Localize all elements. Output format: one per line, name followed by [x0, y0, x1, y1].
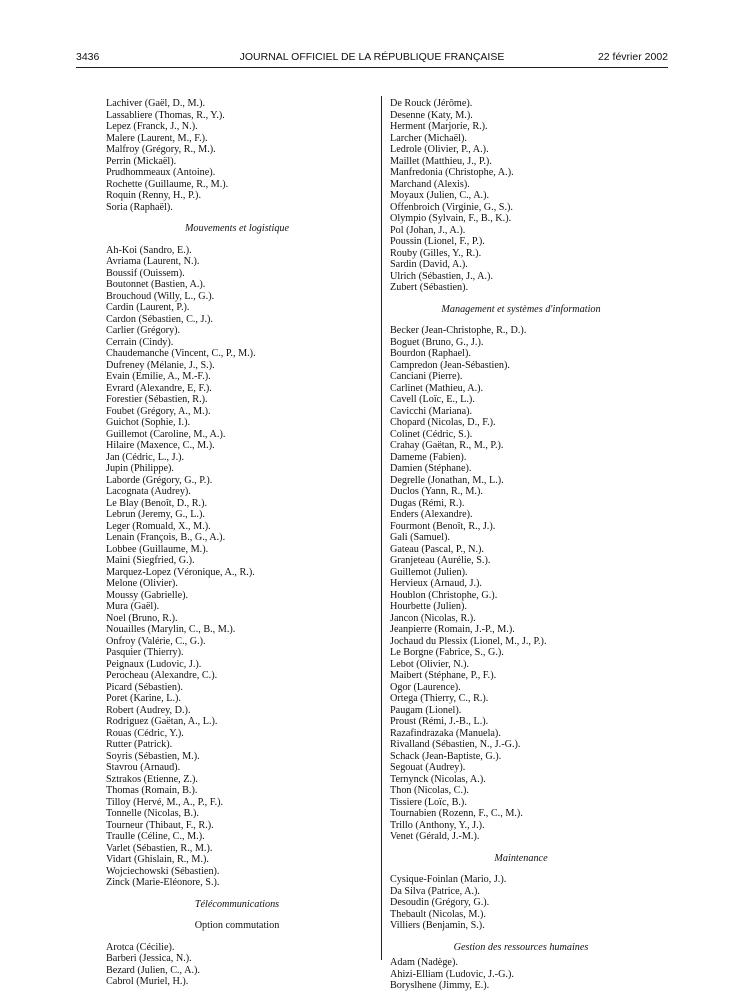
- list-item: Olympio (Sylvain, F., B., K.).: [390, 213, 512, 224]
- list-item: Schack (Jean-Baptiste, G.).: [390, 750, 502, 762]
- list-item: Barberi (Jessica, N.).: [106, 953, 192, 964]
- list-item: Bezard (Julien, C., A.).: [106, 964, 200, 976]
- list-item: Zubert (Sébastien).: [390, 282, 469, 293]
- list-item: Soyris (Sébastien, M.).: [106, 750, 200, 762]
- list-item: Perocheau (Alexandre, C.).: [106, 670, 218, 681]
- list-item: Mura (Gaël).: [106, 601, 160, 612]
- list-item: Offenbroich (Virginie, G., S.).: [390, 201, 513, 213]
- list-item: Rivalland (Sébastien, N., J.-G.).: [390, 739, 521, 750]
- list-item: Poussin (Lionel, F., P.).: [390, 236, 485, 247]
- list-item: Razafindrazaka (Manuela).: [390, 727, 501, 739]
- list-item: Avriama (Laurent, N.).: [106, 256, 200, 267]
- list-item: Cavicchi (Mariana).: [390, 405, 473, 417]
- list-item: Noel (Bruno, R.).: [106, 612, 178, 624]
- name-list: [106, 942, 368, 988]
- list-item: Stavrou (Arnaud).: [106, 762, 181, 773]
- list-item: Thomas (Romain, B.).: [106, 785, 198, 796]
- list-item: Gateau (Pascal, P., N.).: [390, 543, 484, 555]
- list-item: Tourneur (Thibaut, F., R.).: [106, 819, 214, 831]
- list-item: Trillo (Anthony, Y., J.).: [390, 819, 485, 831]
- publication-date: 22 février 2002: [597, 51, 668, 63]
- list-item: Onfroy (Valérie, C., G.).: [106, 635, 206, 647]
- list-item: Rouas (Cédric, Y.).: [106, 727, 184, 739]
- list-item: Marchand (Alexis).: [390, 178, 470, 190]
- list-item: Peignaux (Ludovic, J.).: [106, 658, 202, 670]
- list-item: Le Borgne (Fabrice, S., G.).: [390, 647, 504, 658]
- list-item: Roquin (Renny, H., P.).: [106, 190, 201, 201]
- list-item: Campredon (Jean-Sébastien).: [390, 359, 510, 371]
- list-item: Cerrain (Cindy).: [106, 336, 174, 348]
- list-item: Cardin (Laurent, P.).: [106, 302, 190, 313]
- list-item: Nouailles (Marylin, C., B., M.).: [106, 624, 236, 635]
- list-item: Enders (Alexandre).: [390, 509, 473, 520]
- list-item: Fourmont (Benoît, R., J.).: [390, 520, 496, 532]
- list-item: Hilaire (Maxence, C., M.).: [106, 440, 215, 451]
- list-item: Ledrole (Olivier, P., A.).: [390, 144, 489, 155]
- name-list: [390, 98, 652, 294]
- list-item: Picard (Sébastien).: [106, 681, 183, 693]
- right-column: [390, 98, 652, 992]
- list-item: De Rouck (Jérôme).: [390, 98, 473, 109]
- list-item: Hourbette (Julien).: [390, 601, 467, 612]
- list-item: Houblon (Christophe, G.).: [390, 589, 498, 601]
- list-item: Desenne (Katy, M.).: [390, 109, 473, 121]
- list-item: Foubet (Grégory, A., M.).: [106, 405, 211, 417]
- list-item: Ternynck (Nicolas, A.).: [390, 773, 486, 785]
- list-item: Poret (Karine, L.).: [106, 693, 181, 704]
- list-item: Leger (Romuald, X., M.).: [106, 520, 211, 532]
- list-item: Boutonnet (Bastien, A.).: [106, 279, 206, 290]
- list-item: Colinet (Cédric, S.).: [390, 428, 473, 440]
- list-item: Dufreney (Mélanie, J., S.).: [106, 359, 215, 371]
- list-item: Lassabliere (Thomas, R., Y.).: [106, 109, 225, 121]
- list-item: Prudhommeaux (Antoine).: [106, 167, 216, 178]
- list-item: Lepez (Franck, J., N.).: [106, 121, 198, 132]
- list-item: Gali (Samuel).: [390, 532, 450, 543]
- list-item: Lacognata (Audrey).: [106, 486, 191, 497]
- list-item: Cysique-Foinlan (Mario, J.).: [390, 874, 507, 885]
- list-item: Segouat (Audrey).: [390, 762, 466, 773]
- list-item: Laborde (Grégory, G., P.).: [106, 474, 213, 486]
- list-item: Proust (Rémi, J.-B., L.).: [390, 716, 489, 727]
- list-item: Hervieux (Arnaud, J.).: [390, 578, 482, 589]
- list-item: Rouby (Gilles, Y., R.).: [390, 247, 482, 259]
- list-item: Rochette (Guillaume, R., M.).: [106, 178, 229, 190]
- list-item: Forestier (Sébastien, R.).: [106, 394, 208, 405]
- list-item: Lachiver (Gaël, D., M.).: [106, 98, 206, 109]
- section-title: Management et systèmes d'information: [441, 303, 601, 315]
- name-list: [106, 245, 368, 889]
- list-item: Le Blay (Benoît, D., R.).: [106, 497, 208, 509]
- list-item: Carlier (Grégory).: [106, 325, 181, 336]
- journal-title: JOURNAL OFFICIEL DE LA RÉPUBLIQUE FRANÇAISE: [239, 51, 505, 63]
- page-number: 3436: [76, 51, 100, 63]
- name-list: [390, 874, 652, 932]
- list-item: Malere (Laurent, M., F.).: [106, 132, 208, 144]
- list-item: Moyaux (Julien, C., A.).: [390, 190, 490, 201]
- section-subtitle: Option commutation: [194, 920, 280, 931]
- list-item: Maibert (Stéphane, P., F.).: [390, 670, 497, 681]
- list-item: Adam (Nadège).: [390, 957, 458, 968]
- list-item: Jeanpierre (Romain, J.-P., M.).: [390, 624, 515, 635]
- list-item: Thebault (Nicolas, M.).: [390, 908, 486, 920]
- list-item: Lebrun (Jeremy, G., L.).: [106, 509, 205, 520]
- list-item: Damien (Stéphane).: [390, 463, 472, 474]
- list-item: Dameme (Fabien).: [390, 451, 467, 463]
- list-item: Moussy (Gabrielle).: [106, 589, 189, 601]
- list-item: Desoudin (Grégory, G.).: [390, 897, 490, 908]
- list-item: Guillemot (Julien).: [390, 566, 468, 578]
- list-item: Chaudemanche (Vincent, C., P., M.).: [106, 348, 256, 359]
- list-item: Evain (Emilie, A., M.-F.).: [106, 371, 211, 382]
- list-item: Boryslhene (Jimmy, E.).: [390, 980, 490, 991]
- list-item: Zinck (Marie-Eléonore, S.).: [106, 877, 220, 888]
- list-item: Dugas (Rémi, R.).: [390, 497, 465, 509]
- list-item: Boussif (Ouissem).: [106, 267, 185, 279]
- list-item: Herment (Marjorie, R.).: [390, 121, 488, 132]
- list-item: Duclos (Yann, R., M.).: [390, 486, 483, 497]
- list-item: Wojciechowski (Sébastien).: [106, 865, 220, 877]
- list-item: Lebot (Olivier, N.).: [390, 658, 470, 670]
- list-item: Maini (Siegfried, G.).: [106, 555, 195, 566]
- list-item: Thon (Nicolas, C.).: [390, 785, 469, 796]
- list-item: Rodriguez (Gaëtan, A., L.).: [106, 716, 218, 727]
- section-title: Télécommunications: [194, 898, 280, 910]
- list-item: Ogor (Laurence).: [390, 681, 461, 693]
- list-item: Villiers (Benjamin, S.).: [390, 920, 485, 931]
- list-item: Guichot (Sophie, I.).: [106, 417, 191, 428]
- header-rule: [76, 67, 668, 68]
- list-item: Varlet (Sébastien, R., M.).: [106, 842, 213, 854]
- list-item: Rutter (Patrick).: [106, 739, 173, 750]
- list-item: Lobbee (Guillaume, M.).: [106, 543, 209, 555]
- list-item: Tonnelle (Nicolas, B.).: [106, 808, 199, 819]
- section-title: Maintenance: [494, 852, 548, 864]
- list-item: Manfredonia (Christophe, A.).: [390, 167, 514, 178]
- name-list: [390, 325, 652, 843]
- list-item: Da Silva (Patrice, A.).: [390, 885, 480, 897]
- name-list: [390, 957, 652, 992]
- list-item: Perrin (Mickaël).: [106, 155, 177, 167]
- list-item: Vidart (Ghislain, R., M.).: [106, 854, 209, 865]
- list-item: Becker (Jean-Christophe, R., D.).: [390, 325, 527, 336]
- list-item: Canciani (Pierre).: [390, 371, 463, 382]
- list-item: Chopard (Nicolas, D., F.).: [390, 417, 496, 428]
- list-item: Cabrol (Muriel, H.).: [106, 976, 189, 987]
- list-item: Traulle (Céline, C., M.).: [106, 831, 205, 842]
- list-item: Crahay (Gaëtan, R., M., P.).: [390, 440, 504, 451]
- list-item: Brouchoud (Willy, L., G.).: [106, 290, 215, 302]
- list-item: Sardin (David, A.).: [390, 259, 468, 270]
- list-item: Cardon (Sébastien, C., J.).: [106, 313, 213, 325]
- list-item: Paugam (Lionel).: [390, 704, 462, 716]
- list-item: Evrard (Alexandre, E, F.).: [106, 382, 212, 394]
- list-item: Ah-Koi (Sandro, E.).: [106, 244, 192, 256]
- list-item: Ortega (Thierry, C., R.).: [390, 693, 489, 704]
- list-item: Jancon (Nicolas, R.).: [390, 612, 476, 624]
- section-title: Gestion des ressources humaines: [453, 941, 589, 953]
- list-item: Pasquier (Thierry).: [106, 647, 184, 658]
- list-item: Ahizi-Elliam (Ludovic, J.-G.).: [390, 968, 514, 980]
- list-item: Tissiere (Loïc, B.).: [390, 796, 467, 808]
- list-item: Lenain (François, B., G., A.).: [106, 532, 226, 543]
- list-item: Jochaud du Plessix (Lionel, M., J., P.).: [390, 635, 547, 647]
- list-item: Venet (Gérald, J.-M.).: [390, 831, 480, 842]
- list-item: Tournabien (Rozenn, F., C., M.).: [390, 808, 523, 819]
- list-item: Granjeteau (Aurélie, S.).: [390, 555, 491, 566]
- name-list: [106, 98, 368, 213]
- list-item: Robert (Audrey, D.).: [106, 704, 191, 716]
- list-item: Guillemot (Caroline, M., A.).: [106, 428, 226, 440]
- list-item: Cavell (Loïc, E., L.).: [390, 394, 475, 405]
- list-item: Jupin (Philippe).: [106, 463, 174, 474]
- list-item: Soria (Raphaël).: [106, 201, 173, 213]
- list-item: Arotca (Cécilie).: [106, 941, 175, 953]
- list-item: Maillet (Matthieu, J., P.).: [390, 155, 492, 167]
- left-column: [106, 98, 368, 988]
- list-item: Degrelle (Jonathan, M., L.).: [390, 474, 504, 486]
- list-item: Larcher (Michaël).: [390, 132, 467, 144]
- list-item: Ulrich (Sébastien, J., A.).: [390, 270, 493, 282]
- list-item: Melone (Olivier).: [106, 578, 178, 589]
- list-item: Bourdon (Raphael).: [390, 348, 471, 359]
- column-divider: [381, 96, 382, 960]
- list-item: Marquez-Lopez (Véronique, A., R.).: [106, 566, 255, 578]
- list-item: Sztrakos (Etienne, Z.).: [106, 773, 198, 785]
- list-item: Tilloy (Hervé, M., A., P., F.).: [106, 796, 224, 808]
- list-item: Pol (Johan, J., A.).: [390, 224, 466, 236]
- list-item: Jan (Cédric, L., J.).: [106, 451, 185, 463]
- page-header: [76, 50, 668, 64]
- list-item: Boguet (Bruno, G., J.).: [390, 336, 484, 348]
- section-title: Mouvements et logistique: [184, 223, 290, 234]
- list-item: Carlinet (Mathieu, A.).: [390, 382, 484, 394]
- list-item: Malfroy (Grégory, R., M.).: [106, 144, 216, 155]
